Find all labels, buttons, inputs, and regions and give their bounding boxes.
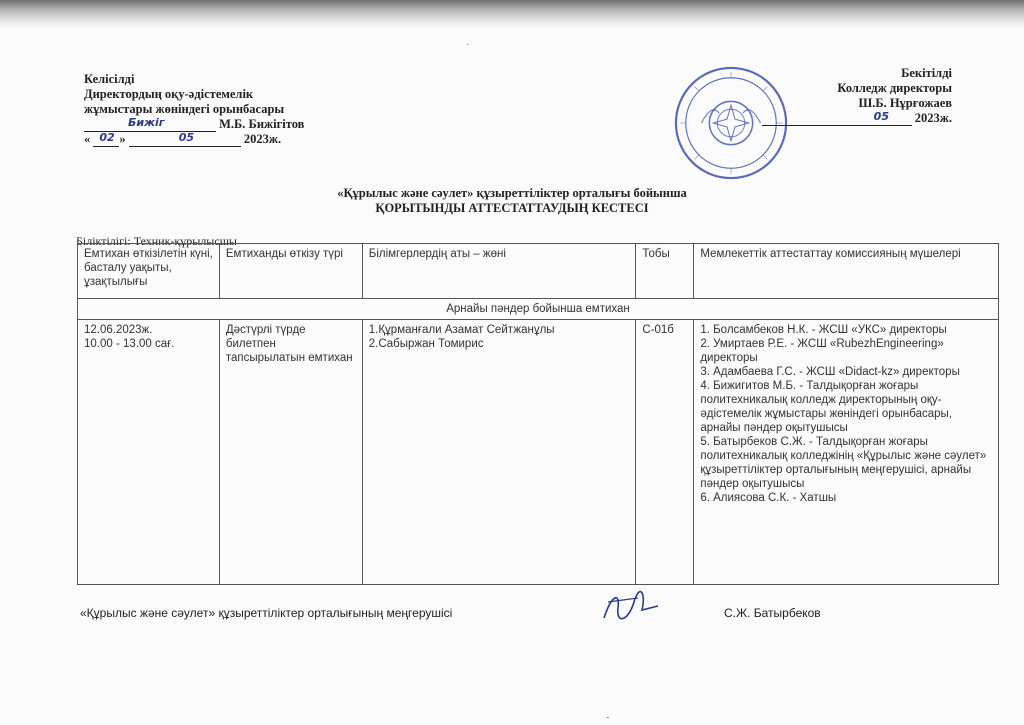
approved-date-month: 05 — [873, 110, 889, 123]
commission-member: 4. Бижигитов М.Б. - Талдықорған жоғары политехникалық колледж директорының оқу-әдістемелік жұмыстары жөніндегі орынбасары, арнайы пәндер оқытушысы — [700, 380, 952, 434]
cell-exam-type: Дәстүрлі түрде билетпен тапсырылатын емтихан — [219, 320, 362, 585]
approved-block — [700, 66, 952, 126]
section-title: Арнайы пәндер бойынша емтихан — [78, 299, 999, 320]
footer-position: «Құрылыс және сәулет» құзыреттіліктер орталығының меңгерушісі — [80, 606, 453, 620]
header-commission: Мемлекеттік аттестаттау комиссияның мүшелері — [694, 244, 999, 299]
scan-dot: · — [466, 40, 470, 51]
header-group: Тобы — [636, 244, 694, 299]
commission-member: 3. Адамбаева Г.С. - ЖСШ «Didact-kz» директоры — [700, 366, 960, 378]
exam-time: 10.00 - 13.00 сағ. — [84, 338, 175, 350]
approved-label: Бекітілді — [901, 66, 952, 80]
approved-position: Колледж директоры — [837, 81, 952, 95]
agreed-signature-line — [84, 117, 304, 132]
approved-year: 2023ж. — [914, 111, 952, 125]
scan-edge — [0, 0, 1024, 28]
handwritten-signature-footer — [598, 588, 664, 628]
qualification-label: Біліктілігі: Техник-құрылысшы — [76, 234, 237, 248]
date-day: 02 — [99, 131, 115, 144]
agreed-year: 2023ж. — [243, 132, 282, 146]
schedule-table — [77, 243, 999, 585]
student-name: 1.Құрманғали Азамат Сейтжанұлы — [368, 324, 555, 336]
commission-member: 1. Болсамбеков Н.К. - ЖСШ «УКС» директоры — [700, 324, 947, 336]
cell-commission — [694, 320, 999, 585]
footer-name: С.Ж. Батырбеков — [724, 606, 821, 620]
scan-dot: - — [606, 712, 610, 723]
agreed-name: М.Б. Бижігітов — [219, 117, 305, 131]
handwritten-signature: Бижіг — [128, 116, 165, 129]
cell-students — [362, 320, 636, 585]
agreed-position-line1: Директордың оқу-әдістемелік — [84, 87, 254, 101]
commission-member: 5. Батырбеков С.Ж. - Талдықорған жоғары политехникалық колледжінің «Құрылыс және сәулет» құзыреттіліктер орталығының меңгерушісі, арнайы пәндер оқытушысы — [700, 436, 987, 490]
header-date-time: Емтихан өткізілетін күні, басталу уақыты, ұзақтылығы — [78, 244, 220, 299]
commission-member: 2. Умиртаев Р.Е. - ЖСШ «RubezhEngineering» директоры — [700, 338, 944, 364]
agreed-position-line2: жұмыстары жөніндегі орынбасары — [84, 102, 285, 116]
cell-group: С-01б — [636, 320, 694, 585]
commission-member: 6. Алиясова С.К. - Хатшы — [700, 492, 837, 504]
table-header-row — [78, 244, 999, 299]
document-title-line1: «Құрылыс және сәулет» құзыреттіліктер орталығы бойынша — [337, 186, 687, 200]
student-name: 2.Сабыржан Томирис — [368, 338, 484, 350]
exam-date: 12.06.2023ж. — [84, 324, 153, 336]
agreed-block — [84, 72, 304, 147]
cell-date-time — [78, 320, 220, 585]
agreed-label: Келісілді — [84, 72, 135, 86]
date-month: 05 — [178, 131, 195, 144]
agreed-date: « 02 » 05 2023ж. — [84, 131, 282, 146]
approved-date — [700, 111, 952, 126]
table-row — [78, 320, 999, 585]
document-title-line2: ҚОРЫТЫНДЫ АТТЕСТАТТАУДЫҢ КЕСТЕСІ — [375, 201, 649, 215]
section-row — [78, 299, 999, 320]
header-students: Білімгерлердің аты – жөні — [362, 244, 636, 299]
header-exam-type: Емтиханды өткізу түрі — [219, 244, 362, 299]
approved-name: Ш.Б. Нұрғожаев — [858, 96, 952, 110]
